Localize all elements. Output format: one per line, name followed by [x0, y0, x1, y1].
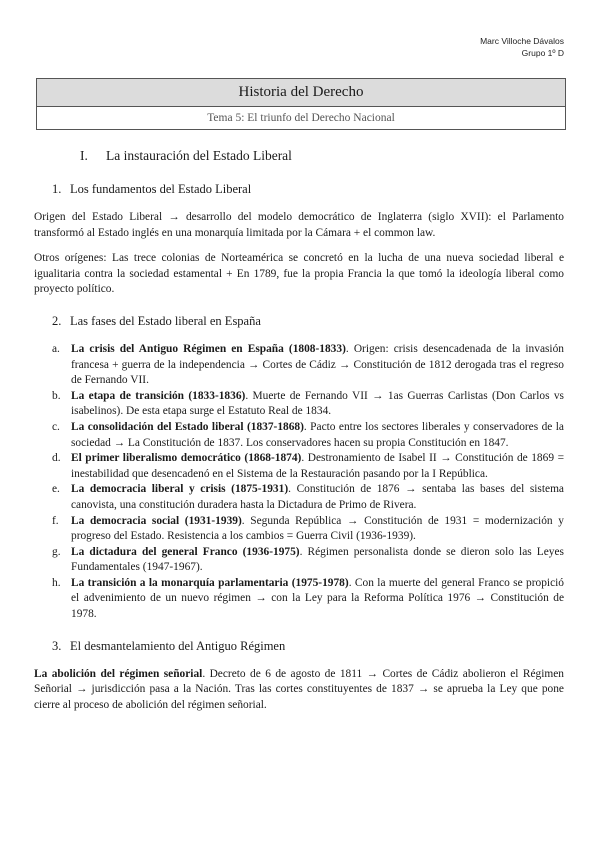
list-item — [34, 451, 564, 482]
document-subtitle: Tema 5: El triunfo del Derecho Nacional — [207, 112, 395, 124]
list-item — [34, 514, 564, 545]
author-name: Marc Villoche Dávalos — [480, 36, 564, 46]
document-title: Historia del Derecho — [37, 79, 565, 107]
item-title: La democracia social (1931-1939) — [71, 514, 242, 527]
subsection-title: El desmantelamiento del Antiguo Régimen — [70, 638, 286, 653]
list-marker: c. — [52, 420, 60, 433]
list-marker: d. — [52, 452, 61, 465]
title-box — [36, 78, 566, 130]
item-title: La democracia liberal y crisis (1875-1931) — [71, 483, 289, 496]
list-marker: g. — [52, 545, 61, 558]
paragraph — [34, 667, 564, 714]
list-item — [34, 420, 564, 451]
subsection-title: Las fases del Estado liberal en España — [70, 313, 261, 328]
subsection-heading-2 — [52, 312, 564, 330]
item-title: El primer liberalismo democrático (1868-1874) — [71, 452, 302, 465]
list-marker: h. — [52, 576, 61, 589]
subsection-heading-1 — [52, 180, 564, 198]
list-item — [34, 576, 564, 623]
item-title: La dictadura del general Franco (1936-1975) — [71, 545, 300, 558]
paragraph: Otros orígenes: Las trece colonias de Norteamérica se concretó en la lucha de una nueva sociedad liberal e igualitaria contra la sociedad estamental + En 1789, fue la propia Francia la que tomó la ideología liberal como proyecto político. — [34, 252, 564, 296]
item-text: . Con la muerte del general Franco se propició el advenimiento de un nuevo régimen → con la Ley para la Reforma Política 1976 → Constitución de 1978. — [71, 576, 564, 621]
subsection-number: 2. — [52, 313, 62, 328]
item-text: . Destronamiento de Isabel II → Constitución de 1869 = inestabilidad que desencadenó en el Sistema de la Restauración pasando por la I República. — [71, 452, 564, 480]
subsection-number: 3. — [52, 638, 62, 653]
section-title: La instauración del Estado Liberal — [106, 148, 292, 163]
list-marker: f. — [52, 514, 59, 527]
subsection-title: Los fundamentos del Estado Liberal — [70, 182, 252, 196]
list-item — [34, 389, 564, 420]
paragraph-lead: La abolición del régimen señorial — [34, 667, 203, 680]
item-text: . Muerte de Fernando VII → 1as Guerras Carlistas (Don Carlos vs isabelinos). De esta etapa surge el Estatuto Real de 1834. — [71, 389, 564, 418]
item-text: . Pacto entre los sectores liberales y conservadores de la sociedad → La Constitución de 1837. Los conservadores hacen su propia Constitución en 1847. — [71, 420, 564, 449]
author-group: Grupo 1º D — [521, 48, 564, 58]
item-title: La crisis del Antiguo Régimen en España (1808-1833) — [71, 342, 346, 355]
list-marker: b. — [52, 389, 61, 402]
list-item — [34, 545, 564, 576]
subsection-number: 1. — [52, 182, 62, 196]
phases-list — [34, 342, 564, 623]
list-marker: e. — [52, 483, 60, 496]
subsection-heading-3 — [52, 637, 564, 655]
item-title: La transición a la monarquía parlamentaria (1975-1978) — [71, 576, 349, 589]
item-title: La etapa de transición (1833-1836) — [71, 389, 246, 402]
item-text: . Régimen personalista donde se dieron solo las Leyes Fundamentales (1947-1967). — [71, 545, 564, 574]
item-text: . Segunda República → Constitución de 1931 = modernización y progreso del Estado. Resistencia a los cambios = Guerra Civil (1936-1939). — [71, 514, 564, 543]
paragraph-text: . Decreto de 6 de agosto de 1811 → Cortes de Cádiz abolieron el Régimen Señorial → jurisdicción pasa a la Nación. Tras las cortes constituyentes de 1837 → se aprueba la Ley que pone cierre al proceso de abolición del régimen señorial. — [34, 667, 564, 711]
item-text: . Constitución de 1876 → sentaba las bases del sistema canovista, una constitución duradera hasta la Dictadura de Primo de Rivera. — [71, 483, 564, 511]
list-marker: a. — [52, 342, 60, 355]
paragraph: Origen del Estado Liberal → desarrollo del modelo democrático de Inglaterra (siglo XVII): el Parlamento transformó al Estado inglés en una monarquía limitada por la Cámara + el common law. — [34, 211, 564, 239]
document-body — [34, 146, 564, 723]
section-heading — [80, 146, 564, 166]
list-item — [34, 342, 564, 389]
item-text: . Origen: crisis desencadenada de la invasión francesa + guerra de la independencia → Cortes de Cádiz → Constitución de 1812 derogada tras el regreso de Fernando VII. — [71, 342, 564, 387]
item-title: La consolidación del Estado liberal (1837-1868) — [71, 420, 304, 433]
list-item — [34, 482, 564, 513]
section-number: I. — [80, 148, 88, 163]
author-block — [480, 35, 564, 59]
